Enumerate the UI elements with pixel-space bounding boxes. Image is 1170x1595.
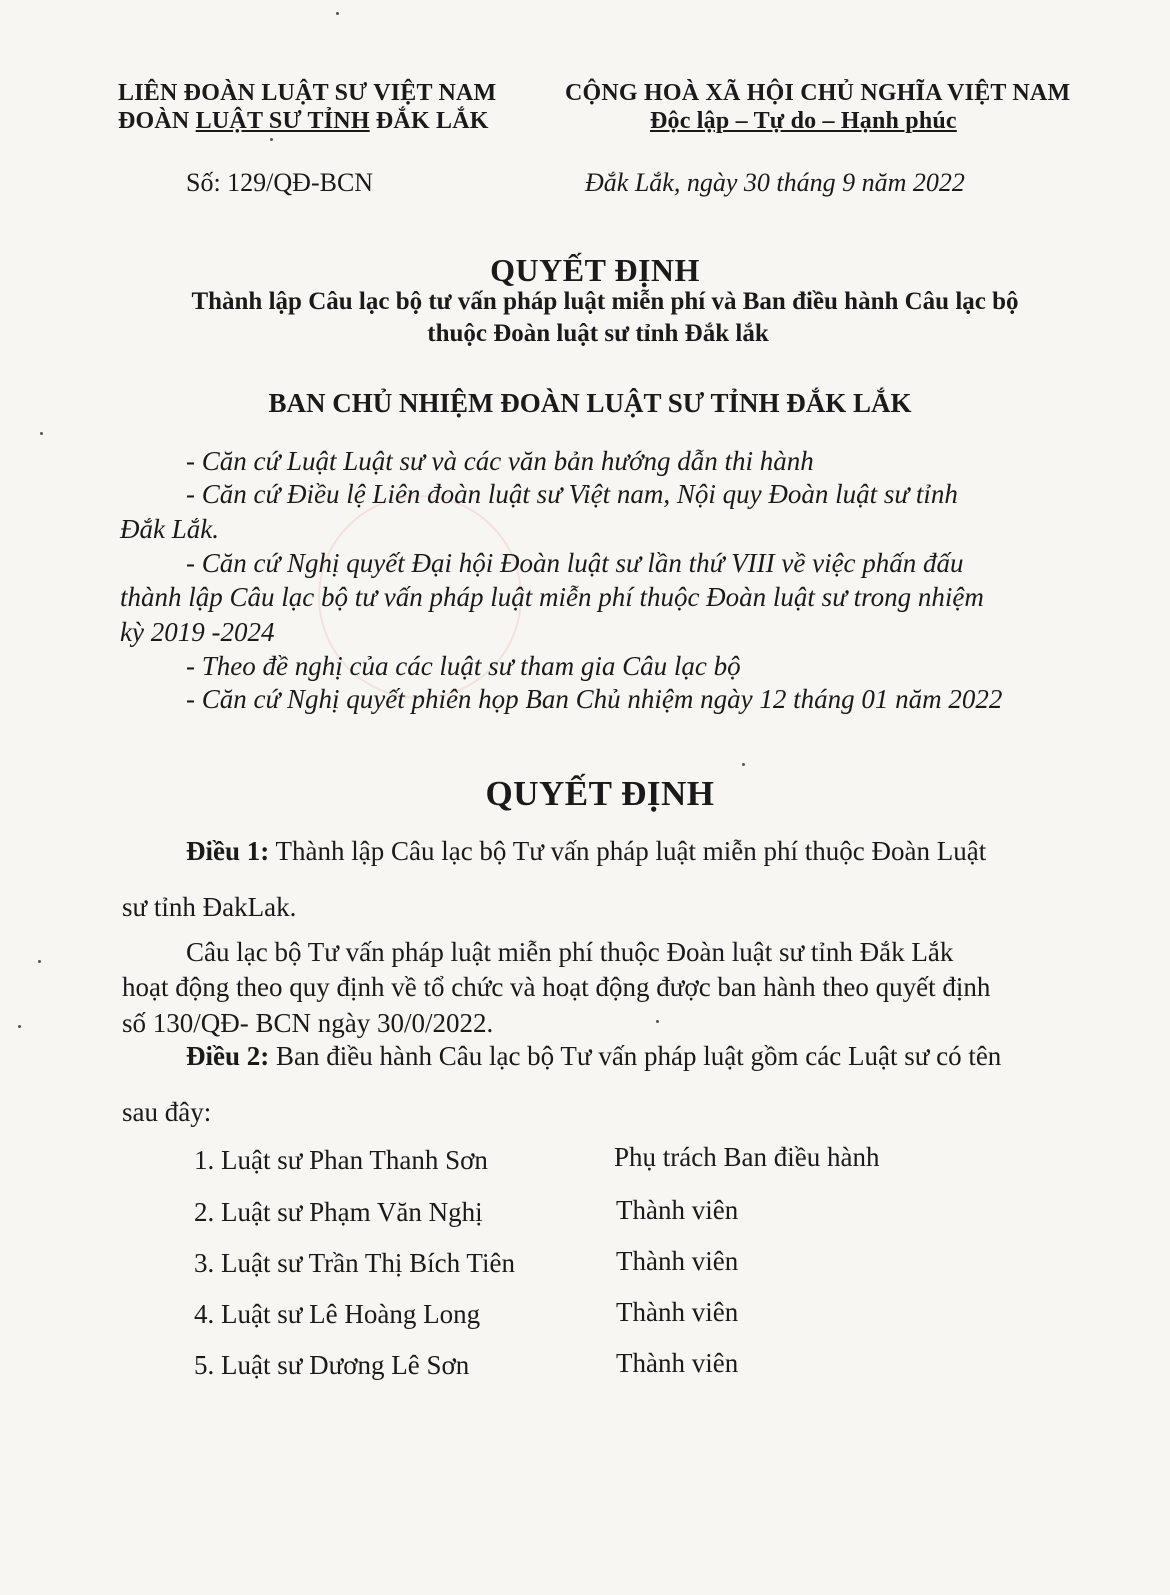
org-line-1: LIÊN ĐOÀN LUẬT SƯ VIỆT NAM [118,80,497,106]
member-role-2: Thành viên [616,1195,739,1225]
scan-speck [40,432,43,435]
scan-speck [270,138,273,141]
article-1-label: Điều 1: [186,836,270,866]
nation-motto: Độc lập – Tự do – Hạnh phúc [650,108,957,134]
member-name-2: 2. Luật sư Phạm Văn Nghị [194,1197,483,1227]
ground-line-4: - Căn cứ Nghị quyết Đại hội Đoàn luật sư lần thứ VIII về việc phấn đấu [186,548,964,578]
article-2-text: Ban điều hành Câu lạc bộ Tư vấn pháp luật gồm các Luật sư có tên [269,1041,1002,1071]
document-subtitle-line-1: Thành lập Câu lạc bộ tư vấn pháp luật miễn phí và Ban điều hành Câu lạc bộ [191,288,1019,315]
ground-line-2: - Căn cứ Điều lệ Liên đoàn luật sư Việt nam, Nội quy Đoàn luật sư tỉnh [186,479,958,509]
org-line-2-suffix: ĐẮK LẮK [369,108,489,134]
member-role-3: Thành viên [616,1246,739,1276]
ground-line-7: - Theo đề nghị của các luật sư tham gia Câu lạc bộ [186,651,741,681]
org-line-2 [118,108,489,135]
member-name-1: 1. Luật sư Phan Thanh Sơn [194,1145,488,1175]
ground-line-8: - Căn cứ Nghị quyết phiên họp Ban Chủ nhiệm ngày 12 tháng 01 năm 2022 [186,684,1003,714]
nation-line-1: CỘNG HOÀ XÃ HỘI CHỦ NGHĨA VIỆT NAM [565,80,1071,106]
article-2-label: Điều 2: [186,1041,270,1071]
article-1-line-2: sư tỉnh ĐakLak. [122,892,297,922]
article-1-line-1 [186,836,986,867]
org-line-2-prefix: ĐOÀN [118,108,196,134]
member-role-4: Thành viên [616,1297,739,1327]
scan-speck [18,1025,21,1028]
scan-speck [336,12,339,15]
scan-speck [742,763,745,766]
ground-line-3: Đắk Lắk. [120,514,219,544]
article-1-para-2-line-3: số 130/QĐ- BCN ngày 30/0/2022. [122,1008,494,1038]
scan-speck [656,1020,659,1023]
document-subtitle-line-2: thuộc Đoàn luật sư tỉnh Đắk lắk [427,320,769,347]
article-2-line-2: sau đây: [122,1097,212,1127]
article-1-text: Thành lập Câu lạc bộ Tư vấn pháp luật miễn phí thuộc Đoàn Luật [269,836,987,866]
member-name-3: 3. Luật sư Trần Thị Bích Tiên [194,1248,515,1278]
decision-heading: QUYẾT ĐỊNH [485,774,715,813]
scan-speck [38,960,41,963]
ground-line-6: kỳ 2019 -2024 [120,617,275,647]
article-2-line-1 [186,1041,1001,1072]
document-title: QUYẾT ĐỊNH [490,252,700,288]
org-line-2-underlined: LUẬT SƯ TỈNH [195,108,370,134]
place-and-date: Đắk Lắk, ngày 30 tháng 9 năm 2022 [585,168,965,197]
ground-line-5: thành lập Câu lạc bộ tư vấn pháp luật miễn phí thuộc Đoàn luật sư trong nhiệm [120,582,984,612]
document-number: Số: 129/QĐ-BCN [186,168,374,197]
article-1-para-2-line-2: hoạt động theo quy định về tổ chức và hoạt động được ban hành theo quyết định [122,972,991,1002]
member-role-5: Thành viên [616,1348,739,1378]
article-1-para-2-line-1: Câu lạc bộ Tư vấn pháp luật miễn phí thuộc Đoàn luật sư tỉnh Đắk Lắk [186,937,954,967]
member-role-1: Phụ trách Ban điều hành [614,1142,880,1172]
member-name-5: 5. Luật sư Dương Lê Sơn [194,1350,470,1380]
member-name-4: 4. Luật sư Lê Hoàng Long [194,1299,481,1329]
ground-line-1: - Căn cứ Luật Luật sư và các văn bản hướng dẫn thi hành [186,446,814,476]
issuing-authority: BAN CHỦ NHIỆM ĐOÀN LUẬT SƯ TỈNH ĐẮK LẮK [268,388,912,418]
